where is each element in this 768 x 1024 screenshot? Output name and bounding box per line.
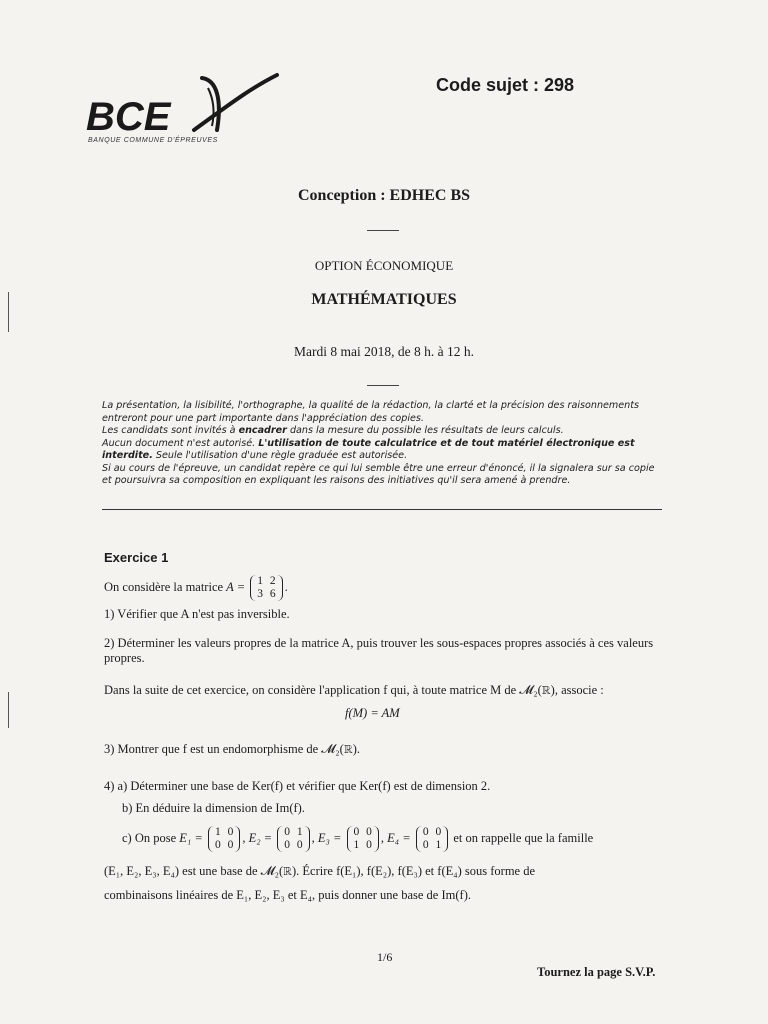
instructions-rule	[102, 509, 662, 510]
instruction-erreur: Si au cours de l'épreuve, un candidat repère ce qui lui semble être une erreur d'énoncé, il la signalera sur sa copie et poursuivra sa composition en expliquant les raisons des initiatives qu'il sera amené à prendre.	[102, 462, 655, 486]
formula-fM: f(M) = AM	[345, 706, 400, 720]
logo-text: BCE	[86, 95, 171, 139]
option: OPTION ÉCONOMIQUE	[314, 258, 454, 273]
logo-tagline: BANQUE COMMUNE D'ÉPREUVES	[88, 137, 218, 144]
instruction-encadrer: Les candidats sont invités à encadrer dans la mesure du possible les résultats de leurs calculs.	[102, 425, 564, 436]
question-2: 2) Déterminer les valeurs propres de la matrice A, puis trouver les sous-espaces propres associés à ces valeurs propres.	[104, 636, 654, 665]
tournez-la-page: Tournez la page S.V.P.	[537, 965, 656, 979]
margin-mark-bottom	[8, 692, 9, 728]
question-4c: c) On pose E₁ = 1 0 0 0 , E₂ = 0 1 0 0 , E₃ = 0 0 1 0 , E₄ = 0 0 0 1 et on rappelle que la famille	[122, 826, 594, 851]
matrix-E3: 0 0 1 0	[347, 826, 379, 852]
divider	[367, 385, 399, 386]
suite-text: Dans la suite de cet exercice, on considère l'application f qui, à toute matrice M de 𝓜₂(ℝ), associe :	[104, 683, 604, 697]
instruction-documents: Aucun document n'est autorisé. L'utilisation de toute calculatrice et de tout matériel électronique est interdite. Seule l'utilisation d'une règle graduée est autorisée.	[102, 437, 635, 461]
matrix-E4: 0 0 0 1	[416, 826, 448, 852]
matrix-E2: 0 1 0 0	[277, 826, 309, 852]
exam-date: Mardi 8 mai 2018, de 8 h. à 12 h.	[294, 344, 474, 359]
instructions	[102, 400, 664, 488]
instruction-presentation: La présentation, la lisibilité, l'orthographe, la qualité de la rédaction, la clarté et la précision des raisonnements entreront pour une part importante dans l'appréciation des copies.	[102, 400, 640, 424]
question-4c-line3: combinaisons linéaires de E₁, E₂, E₃ et E₄, puis donner une base de Im(f).	[104, 888, 471, 902]
question-4c-line2: (E₁, E₂, E₃, E₄) est une base de 𝓜₂(ℝ). Écrire f(E₁), f(E₂), f(E₃) et f(E₄) sous forme de	[104, 864, 536, 878]
matiere: MATHÉMATIQUES	[311, 291, 457, 308]
question-4b: b) En déduire la dimension de Im(f).	[122, 801, 305, 815]
page-number: 1/6	[377, 950, 393, 964]
exercise-intro: On considère la matrice A = 1 2 3 6 .	[104, 575, 288, 600]
divider	[367, 230, 399, 231]
conception: Conception : EDHEC BS	[297, 187, 471, 204]
matrix-A: 1 2 3 6	[250, 575, 282, 601]
question-1: 1) Vérifier que A n'est pas inversible.	[104, 607, 290, 621]
question-3: 3) Montrer que f est un endomorphisme de 𝓜₂(ℝ).	[104, 742, 360, 756]
question-4a: 4) a) Déterminer une base de Ker(f) et vérifier que Ker(f) est de dimension 2.	[104, 779, 491, 793]
matrix-E1: 1 0 0 0	[208, 826, 240, 852]
code-sujet: Code sujet : 298	[436, 75, 575, 95]
exercise-title: Exercice 1	[104, 550, 169, 565]
